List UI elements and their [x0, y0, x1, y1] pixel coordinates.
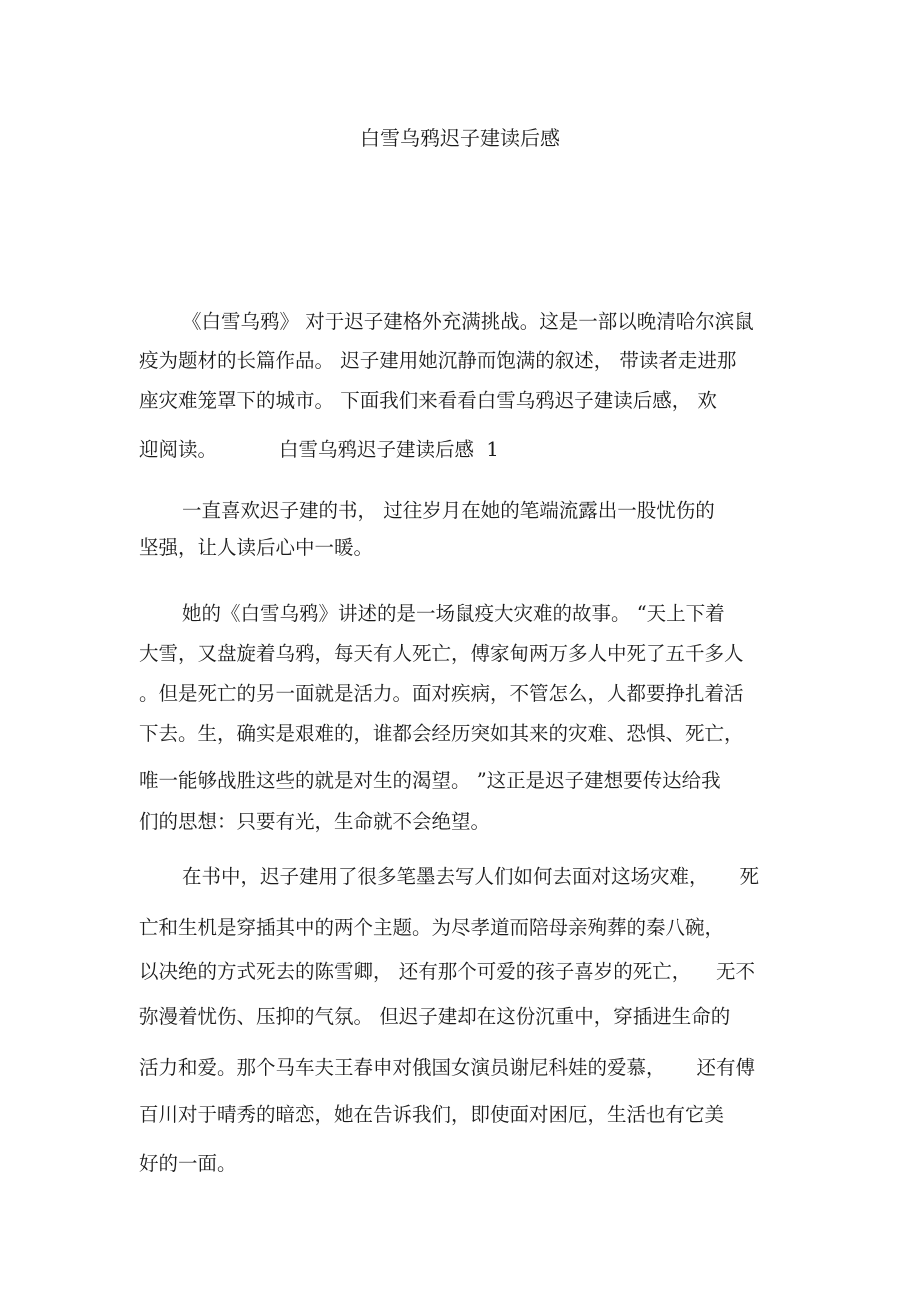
- paragraph-line: 座灾难笼罩下的城市。 下面我们来看看白雪乌鸦迟子建读后感， 欢: [139, 389, 717, 412]
- paragraph-line: 活力和爱。那个马车夫王春申对俄国女演员谢尼科娃的爱慕， 还有傅: [139, 1056, 755, 1079]
- paragraph-line: 大雪，又盘旋着乌鸦，每天有人死亡，傅家甸两万多人中死了五千多人: [139, 642, 744, 665]
- paragraph-line: 弥漫着忧伤、压抑的气氛。 但迟子建却在这份沉重中，穿插进生命的: [139, 1005, 731, 1028]
- document-title: 白雪乌鸦迟子建读后感: [360, 126, 560, 150]
- paragraph-line: 唯一能够战胜这些的就是对生的渴望。 ”这正是迟子建想要传达给我: [139, 769, 721, 792]
- paragraph-line: 一直喜欢迟子建的书， 过往岁月在她的笔端流露出一股忧伤的: [182, 499, 715, 522]
- paragraph-line: 。但是死亡的另一面就是活力。面对疾病，不管怎么，人都要挣扎着活: [139, 682, 744, 705]
- paragraph-line: 《白雪乌鸦》 对于迟子建格外充满挑战。这是一部以晚清哈尔滨鼠: [182, 310, 754, 333]
- paragraph-line: 好的一面。: [139, 1152, 237, 1175]
- paragraph-line: 亡和生机是穿插其中的两个主题。为尽孝道而陪母亲殉葬的秦八碗，: [139, 916, 725, 939]
- paragraph-line: 百川对于晴秀的暗恋，她在告诉我们，即使面对困厄，生活也有它美: [139, 1103, 725, 1126]
- paragraph-line: 坚强，让人读后心中一暖。: [139, 536, 374, 559]
- paragraph-line: 在书中，迟子建用了很多笔墨去写人们如何去面对这场灾难， 死: [182, 865, 759, 888]
- paragraph-line: 们的思想：只要有光，生命就不会绝望。: [139, 810, 491, 833]
- paragraph-line: 疫为题材的长篇作品。 迟子建用她沉静而饱满的叙述， 带读者走进那: [139, 349, 737, 372]
- paragraph-line: 她的《白雪乌鸦》讲述的是一场鼠疫大灾难的故事。 “天上下着: [182, 602, 725, 625]
- paragraph-line: 以决绝的方式死去的陈雪卿， 还有那个可爱的孩子喜岁的死亡， 无不: [139, 960, 755, 983]
- paragraph-line: 下去。生，确实是艰难的，谁都会经历突如其来的灾难、恐惧、死亡，: [139, 722, 744, 745]
- paragraph-line: 迎阅读。 白雪乌鸦迟子建读后感 1: [139, 438, 499, 461]
